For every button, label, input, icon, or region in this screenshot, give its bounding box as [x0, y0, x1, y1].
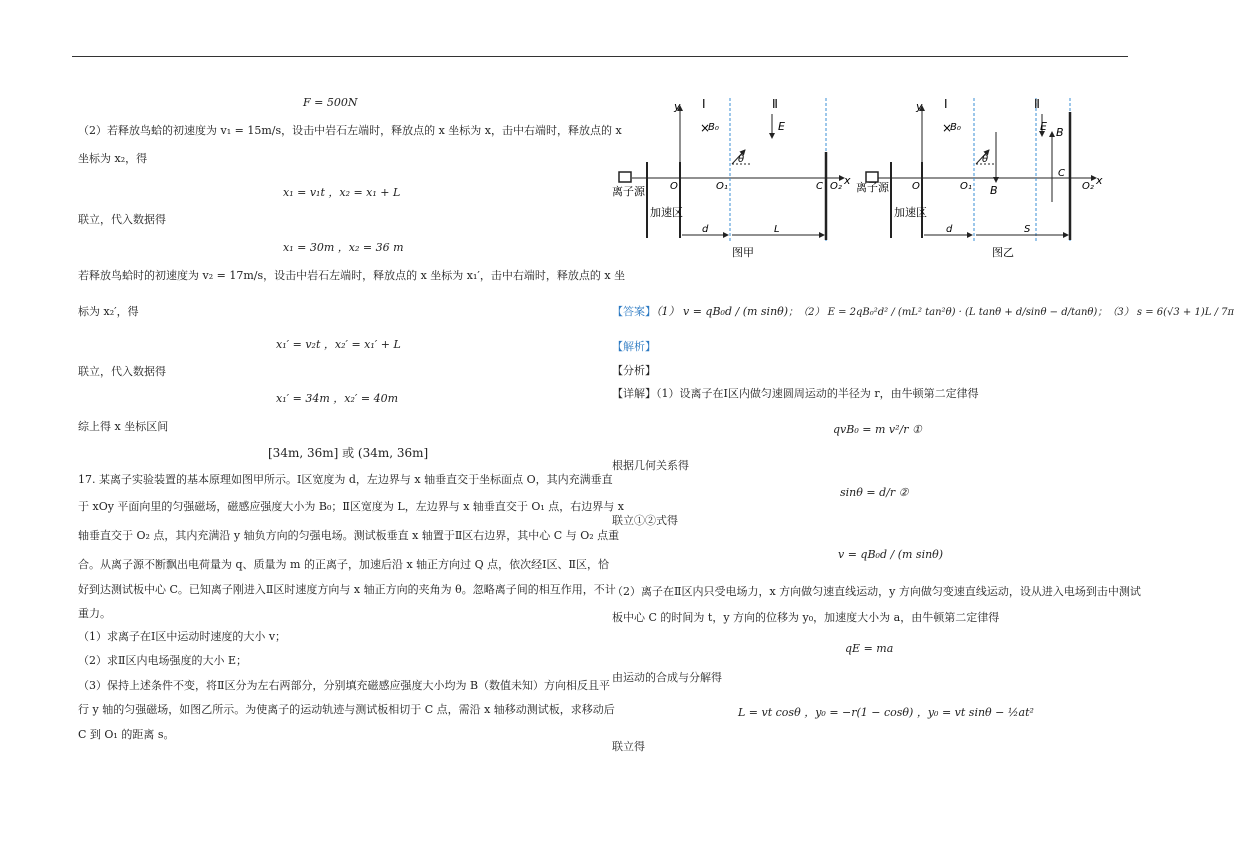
y-axis-label: y [674, 100, 681, 113]
ion-source-label: 离子源 [856, 181, 889, 194]
fenxi-label: 【分析】 [612, 364, 656, 377]
answer-2: ；（2） E = 2qB₀²d² / (mL² tan²θ) · (L tanθ + d/sinθ − d/tanθ) [788, 307, 1098, 318]
question-2: （2）求Ⅱ区内电场强度的大小 E； [78, 654, 248, 667]
part-2-line-1: （2）离子在Ⅱ区内只受电场力，x 方向做匀速直线运动，y 方向做匀变速直线运动，设从进入电场到击中测试 [612, 585, 1141, 598]
combine-text-2: 联立，代入数据得 [78, 365, 166, 378]
e-label: E [1040, 120, 1047, 133]
b-label-left: B [990, 184, 998, 197]
equation-qe: qE = ma [845, 642, 894, 655]
header-rule [72, 56, 1128, 57]
question-3-line-1: （3）保持上述条件不变，将Ⅱ区分为左右两部分，分别填充磁感应强度大小均为 B（数值未知）方向相反且平 [78, 679, 611, 692]
figure-b-diagram [856, 92, 1106, 264]
region-1-label: Ⅰ [702, 97, 706, 111]
equation-qvb: qvB₀ = m v²/r ① [833, 423, 922, 436]
region-1-label: Ⅰ [944, 97, 948, 111]
c-label: C [816, 181, 823, 192]
equation-sin: sinθ = d/r ② [840, 486, 909, 499]
b0-cross-mark: × [942, 121, 953, 135]
ion-source-box [619, 172, 631, 182]
paragraph-3-line-2: 标为 x₂′，得 [78, 305, 139, 318]
question-1: （1）求离子在Ⅰ区中运动时速度的大小 v； [78, 630, 287, 643]
question-3-line-3: C 到 O₁ 的距离 s。 [78, 728, 175, 741]
dim-s-label: S [1024, 224, 1031, 235]
combine-text-1: 联立，代入数据得 [78, 213, 166, 226]
dim-l-label: L [774, 224, 780, 235]
o1-label: O₁ [716, 181, 728, 192]
analysis-label: 【解析】 [612, 340, 656, 353]
o2-label: O₂ [830, 181, 842, 192]
theta-label: θ [982, 154, 989, 165]
ion-source-label: 离子源 [612, 185, 645, 198]
b-label-right: B [1056, 126, 1064, 139]
o2-label: O₂ [1082, 181, 1094, 192]
geometry-text: 根据几何关系得 [612, 459, 689, 472]
decompose-text: 由运动的合成与分解得 [612, 671, 722, 684]
question-3-line-2: 行 y 轴的匀强磁场，如图乙所示。为使离子的运动轨迹与测试板相切于 C 点，需沿 x 轴移动测试板，求移动后 [78, 703, 615, 716]
answer-block [612, 305, 1234, 320]
answer-label: 【答案】 [612, 305, 656, 318]
q17-line-3: 轴垂直交于 O₂ 点，其内充满沿 y 轴负方向的匀强电场。测试板垂直 x 轴置于Ⅱ区右边界，其中心 C 与 O₂ 点重 [78, 529, 620, 542]
accel-zone-label: 加速区 [650, 206, 683, 219]
summary-text: 综上得 x 坐标区间 [78, 420, 169, 433]
q17-line-4: 合。从离子源不断飘出电荷量为 q、质量为 m 的正离子，加速后沿 x 轴正方向过 Q 点，依次经Ⅰ区、Ⅱ区，恰 [78, 558, 609, 571]
paragraph-2-line-1: （2）若释放鸟蛤的初速度为 v₁ = 15m/s，设击中岩石左端时，释放点的 x 坐标为 x，击中右端时，释放点的 x [78, 124, 622, 137]
b0-label: B₀ [708, 122, 719, 133]
figure-a-caption: 图甲 [732, 246, 754, 259]
combine-last-text: 联立得 [612, 740, 645, 753]
dim-d-label: d [702, 224, 709, 235]
y-axis-label: y [916, 100, 923, 113]
b0-label: B₀ [950, 122, 961, 133]
equation-x1-value: x₁ = 30m ，x₂ = 36 m [283, 241, 404, 254]
o1-label: O₁ [960, 181, 972, 192]
equation-x1-prime: x₁′ = v₂t ，x₂′ = x₁′ + L [276, 338, 401, 351]
dim-d-label: d [946, 224, 953, 235]
equation-x1-prime-value: x₁′ = 34m ，x₂′ = 40m [276, 392, 398, 405]
theta-label: θ [738, 154, 745, 165]
answer-3: ；（3） s = 6(√3 + 1)L / 7π [1097, 307, 1234, 318]
region-2-label: Ⅱ [772, 97, 778, 111]
q17-line-5: 好到达测试板中心 C。已知离子刚进入Ⅱ区时速度方向与 x 轴正方向的夹角为 θ。忽略离子间的相互作用，不计 [78, 583, 616, 596]
origin-label: O [670, 181, 678, 192]
equation-motion: L = vt cosθ ，y₀ = −r(1 − cosθ) ，y₀ = vt sinθ − ½at² [738, 706, 1034, 719]
figure-a-diagram [612, 92, 874, 264]
combine-12-text: 联立①②式得 [612, 514, 678, 527]
region-2-label: Ⅱ [1034, 97, 1040, 111]
equation-v: v = qB₀d / (m sinθ) [838, 548, 944, 561]
e-label: E [778, 120, 785, 133]
part-2-line-2: 板中心 C 的时间为 t，y 方向的位移为 y₀，加速度大小为 a，由牛顿第二定律得 [612, 611, 1000, 624]
paragraph-3-line-1: 若释放鸟蛤时的初速度为 v₂ = 17m/s，设击中岩石左端时，释放点的 x 坐标为 x₁′，击中右端时，释放点的 x 坐 [78, 269, 626, 282]
b0-cross-mark: × [700, 121, 711, 135]
c-label: C [1058, 168, 1065, 179]
q17-line-2: 于 xOy 平面向里的匀强磁场，磁感应强度大小为 B₀；Ⅱ区宽度为 L，左边界与 x 轴垂直交于 O₁ 点，右边界与 x [78, 500, 625, 513]
q17-line-1: 17. 某离子实验装置的基本原理如图甲所示。Ⅰ区宽度为 d，左边界与 x 轴垂直交于坐标面点 O，其内充满垂直 [78, 473, 613, 486]
origin-label: O [912, 181, 920, 192]
answer-1: （1） v = qB₀d / (m sinθ) [656, 305, 789, 318]
interval-result: [34m, 36m] 或 (34m, 36m] [268, 446, 429, 460]
equation-x1: x₁ = v₁t ，x₂ = x₁ + L [283, 186, 401, 199]
paragraph-2-line-2: 坐标为 x₂，得 [78, 152, 148, 165]
x-axis-label: x [844, 174, 851, 187]
figure-b-caption: 图乙 [992, 246, 1014, 259]
accel-zone-label: 加速区 [894, 206, 927, 219]
x-axis-label: x [1096, 174, 1103, 187]
q17-line-6: 重力。 [78, 607, 111, 620]
equation-force: F = 500N [303, 96, 358, 109]
detail-line-1: 【详解】（1）设离子在Ⅰ区内做匀速圆周运动的半径为 r，由牛顿第二定律得 [612, 387, 979, 400]
